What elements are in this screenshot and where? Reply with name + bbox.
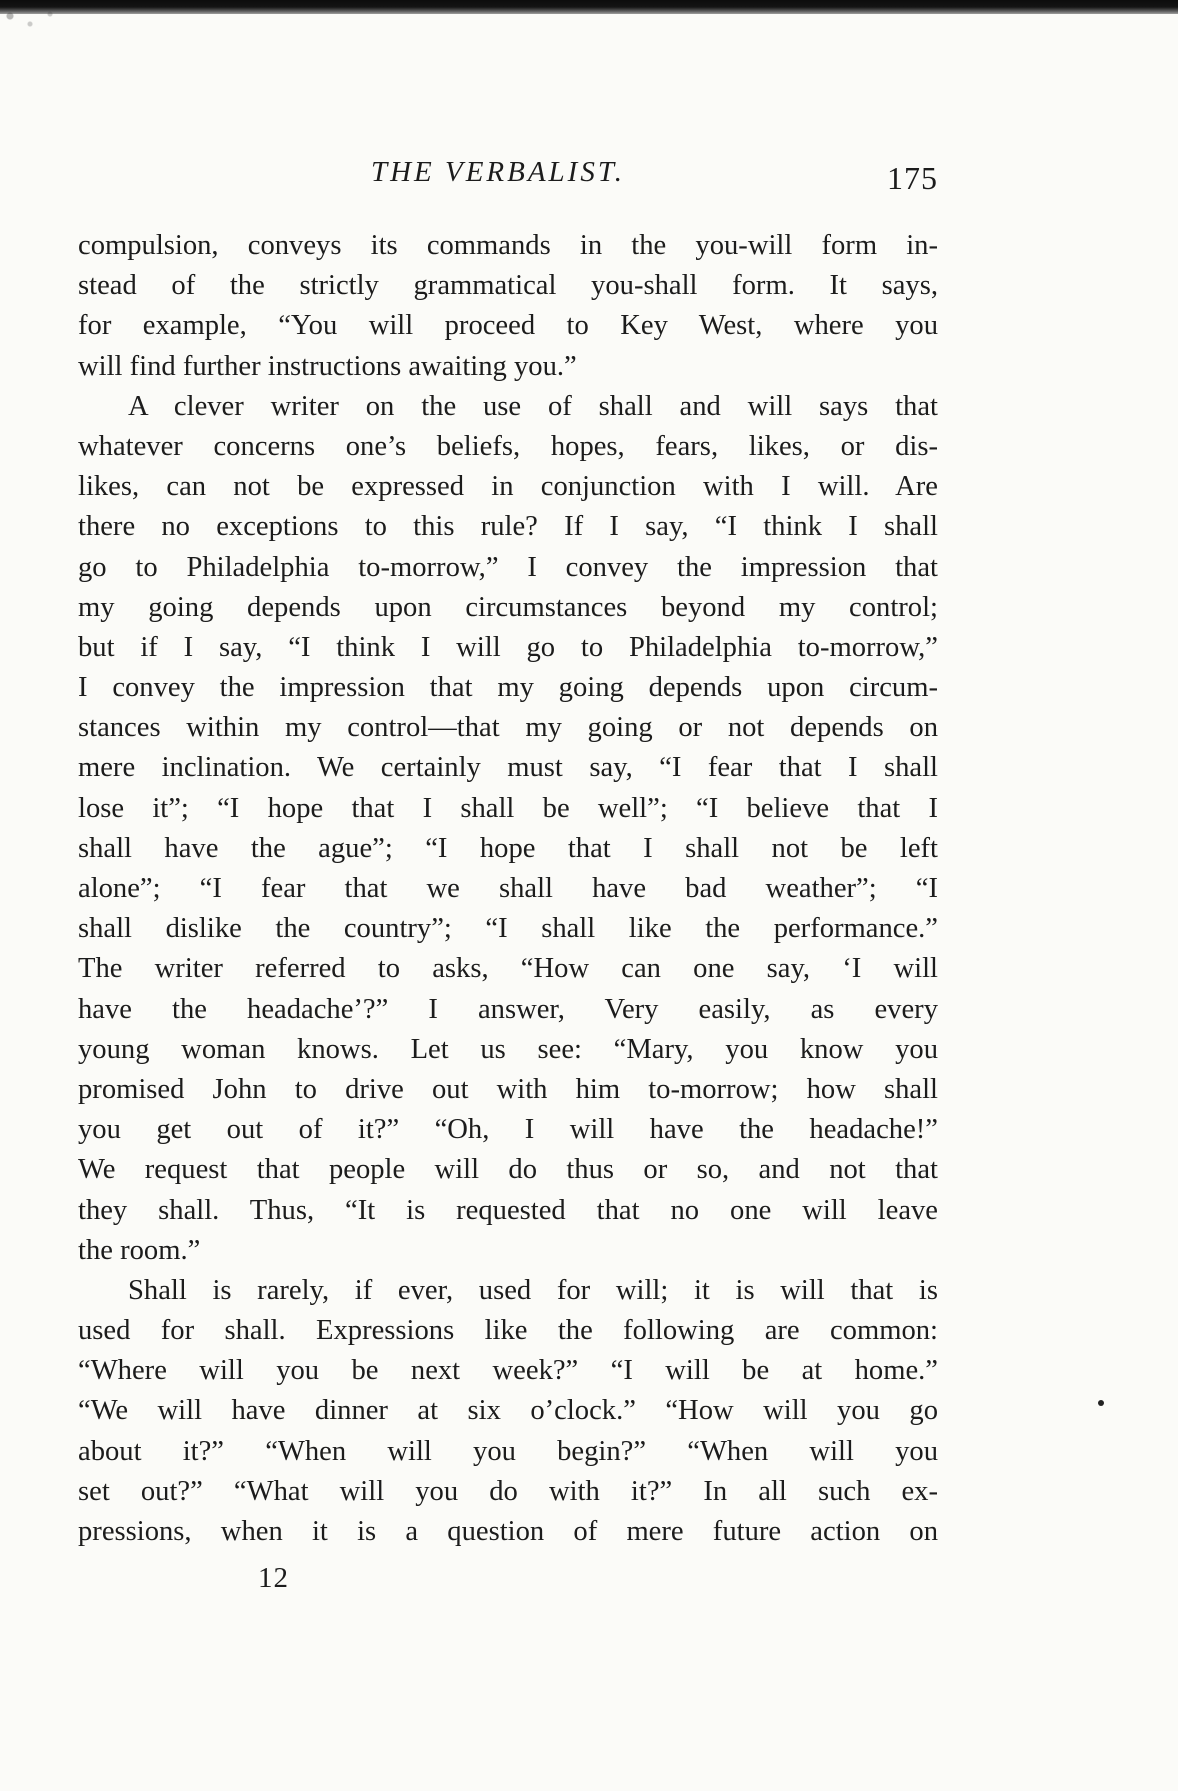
text-line: but if I say, “I think I will go to Philadelphia to-morrow,” [78,631,938,663]
text-line: lose it”; “I hope that I shall be well”; “I believe that I [78,792,938,824]
text-line: I convey the impression that my going depends upon circum- [78,672,938,704]
text-line: “Where will you be next week?” “I will be at home.” [78,1355,938,1387]
text-line: The writer referred to asks, “How can one say, ‘I will [78,953,938,985]
paper-speckle [0,10,70,50]
text-line: about it?” “When will you begin?” “When will you [78,1435,938,1467]
text-line: for example, “You will proceed to Key West, where you [78,310,938,342]
book-page [78,150,938,1595]
signature-mark: 12 [258,1562,289,1595]
text-line: compulsion, conveys its commands in the you-will form in- [78,230,938,261]
ink-speck [1098,1400,1104,1406]
text-line: We request that people will do thus or so, and not that [78,1154,938,1186]
text-line: A clever writer on the use of shall and will says that [128,390,938,422]
text-line: “We will have dinner at six o’clock.” “How will you go [78,1395,938,1427]
text-line: shall have the ague”; “I hope that I shall not be left [78,832,938,864]
text-line: alone”; “I fear that we shall have bad weather”; “I [78,873,938,904]
text-line: shall dislike the country”; “I shall like the performance.” [78,913,938,945]
text-line: will find further instructions awaiting you.” [78,350,577,382]
text-line: go to Philadelphia to-morrow,” I convey the impression that [78,551,938,583]
text-line: the room.” [78,1234,201,1266]
text-line: young woman knows. Let us see: “Mary, you know you [78,1033,938,1065]
text-line: stances within my control—that my going or not depends on [78,712,938,744]
running-head [78,150,938,206]
page-number: 175 [887,160,938,196]
text-line: there no exceptions to this rule? If I say, “I think I shall [78,511,938,543]
text-line: mere inclination. We certainly must say, “I fear that I shall [78,752,938,784]
text-line: used for shall. Expressions like the following are common: [78,1315,938,1347]
text-line: set out?” “What will you do with it?” In all such ex- [78,1475,938,1507]
page-top-edge [0,0,1178,14]
text-line: you get out of it?” “Oh, I will have the headache!” [78,1114,938,1146]
body-text [78,226,938,1552]
text-line: my going depends upon circumstances beyond my control; [78,591,938,623]
text-line: Shall is rarely, if ever, used for will; it is will that is [128,1274,938,1306]
text-line: likes, can not be expressed in conjunction with I will. Are [78,471,938,503]
text-line: whatever concerns one’s beliefs, hopes, fears, likes, or dis- [78,430,938,462]
text-line: have the headache’?” I answer, Very easily, as every [78,993,938,1025]
running-title: THE VERBALIST. [370,156,626,188]
text-line: pressions, when it is a question of mere future action on [78,1516,938,1547]
text-line: stead of the strictly grammatical you-shall form. It says, [78,270,938,302]
text-line: they shall. Thus, “It is requested that no one will leave [78,1194,938,1226]
text-line: promised John to drive out with him to-morrow; how shall [78,1073,938,1105]
